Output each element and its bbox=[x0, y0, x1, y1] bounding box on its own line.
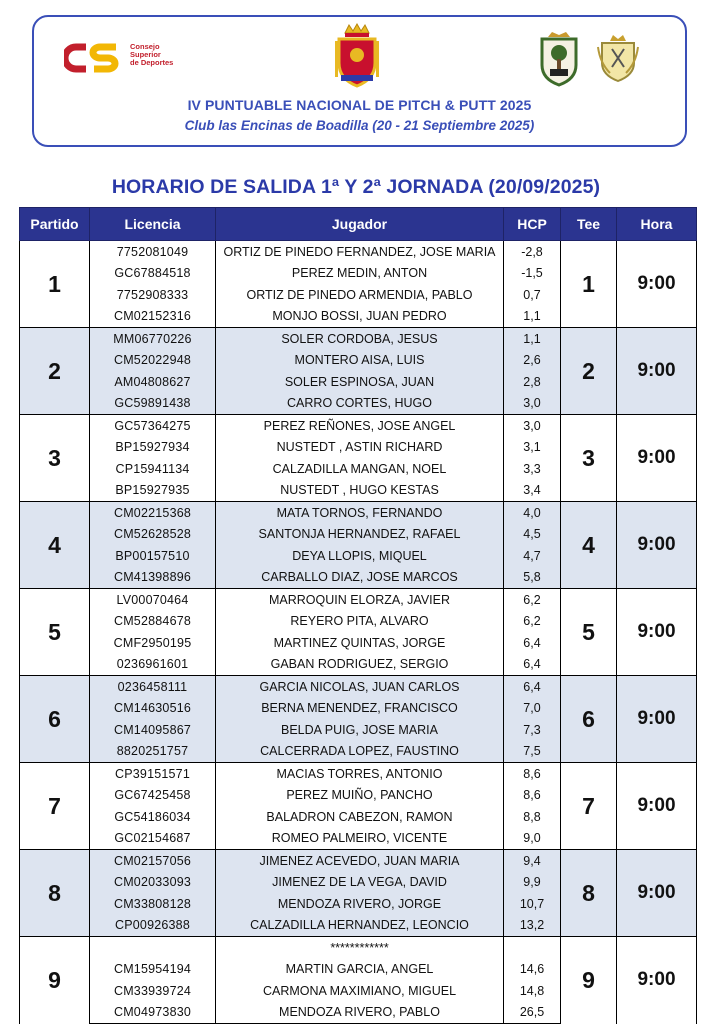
jugador-cell: MACIAS TORRES, ANTONIO bbox=[216, 763, 504, 785]
table-row bbox=[20, 589, 697, 611]
event-subtitle: Club las Encinas de Boadilla (20 - 21 Septiembre 2025) bbox=[184, 118, 535, 133]
jugador-cell: NUSTEDT , HUGO KESTAS bbox=[216, 480, 504, 502]
jugador-cell: MATA TORNOS, FERNANDO bbox=[216, 502, 504, 524]
jugador-cell: ************ bbox=[216, 937, 504, 959]
hora-cell: 9:00 bbox=[617, 850, 697, 937]
jugador-cell: PEREZ MUIÑO, PANCHO bbox=[216, 785, 504, 807]
licencia-cell: BP15927935 bbox=[90, 480, 216, 502]
licencia-cell: CM02152316 bbox=[90, 306, 216, 328]
jugador-cell: CARBALLO DIAZ, JOSE MARCOS bbox=[216, 567, 504, 589]
licencia-cell: GC67884518 bbox=[90, 263, 216, 285]
csd-mark-icon bbox=[64, 43, 124, 73]
licencia-cell: CM52628528 bbox=[90, 524, 216, 546]
column-header-licencia: Licencia bbox=[90, 208, 216, 241]
jugador-cell: BELDA PUIG, JOSE MARIA bbox=[216, 719, 504, 741]
jugador-cell: JIMENEZ ACEVEDO, JUAN MARIA bbox=[216, 850, 504, 872]
hora-cell: 9:00 bbox=[617, 763, 697, 850]
licencia-cell: 7752081049 bbox=[90, 241, 216, 263]
licencia-cell: MM06770226 bbox=[90, 328, 216, 350]
jugador-cell: ROMEO PALMEIRO, VICENTE bbox=[216, 828, 504, 850]
partido-number: 1 bbox=[20, 241, 90, 328]
hcp-cell: 10,7 bbox=[504, 893, 561, 915]
licencia-cell: GC57364275 bbox=[90, 415, 216, 437]
jugador-cell: MONJO BOSSI, JUAN PEDRO bbox=[216, 306, 504, 328]
hcp-cell: 3,0 bbox=[504, 393, 561, 415]
hora-cell: 9:00 bbox=[617, 937, 697, 1024]
hcp-cell: 14,6 bbox=[504, 959, 561, 981]
jugador-cell: NUSTEDT , ASTIN RICHARD bbox=[216, 437, 504, 459]
hcp-cell: 6,2 bbox=[504, 611, 561, 633]
licencia-cell: CM52884678 bbox=[90, 611, 216, 633]
hcp-cell: 8,6 bbox=[504, 763, 561, 785]
licencia-cell: CM02157056 bbox=[90, 850, 216, 872]
hcp-cell: 4,7 bbox=[504, 545, 561, 567]
hora-cell: 9:00 bbox=[617, 328, 697, 415]
licencia-cell: CM14095867 bbox=[90, 719, 216, 741]
hcp-cell: 7,0 bbox=[504, 698, 561, 720]
licencia-cell: CP39151571 bbox=[90, 763, 216, 785]
tee-number: 1 bbox=[561, 241, 617, 328]
jugador-cell: GABAN RODRIGUEZ, SERGIO bbox=[216, 654, 504, 676]
hcp-cell: 6,2 bbox=[504, 589, 561, 611]
tee-number: 2 bbox=[561, 328, 617, 415]
jugador-cell: GARCIA NICOLAS, JUAN CARLOS bbox=[216, 676, 504, 698]
jugador-cell: MARTIN GARCIA, ANGEL bbox=[216, 959, 504, 981]
event-header-card bbox=[32, 15, 687, 147]
jugador-cell: SOLER ESPINOSA, JUAN bbox=[216, 371, 504, 393]
partido-number: 7 bbox=[20, 763, 90, 850]
hcp-cell: 9,9 bbox=[504, 872, 561, 894]
event-title: IV PUNTUABLE NACIONAL DE PITCH & PUTT 2025 bbox=[187, 97, 532, 113]
licencia-cell bbox=[90, 937, 216, 959]
hcp-cell: -2,8 bbox=[504, 241, 561, 263]
licencia-cell: 8820251757 bbox=[90, 741, 216, 763]
jugador-cell: MENDOZA RIVERO, PABLO bbox=[216, 1002, 504, 1024]
table-header-row bbox=[20, 208, 697, 241]
hcp-cell: 1,1 bbox=[504, 328, 561, 350]
column-header-hora: Hora bbox=[617, 208, 697, 241]
hcp-cell: 9,4 bbox=[504, 850, 561, 872]
tee-number: 6 bbox=[561, 676, 617, 763]
licencia-cell: BP15927934 bbox=[90, 437, 216, 459]
jugador-cell: BALADRON CABEZON, RAMON bbox=[216, 806, 504, 828]
licencia-cell: GC67425458 bbox=[90, 785, 216, 807]
hcp-cell: 3,1 bbox=[504, 437, 561, 459]
hcp-cell: 1,1 bbox=[504, 306, 561, 328]
column-header-tee: Tee bbox=[561, 208, 617, 241]
licencia-cell: CM33808128 bbox=[90, 893, 216, 915]
licencia-cell: CM02033093 bbox=[90, 872, 216, 894]
jugador-cell: MARROQUIN ELORZA, JAVIER bbox=[216, 589, 504, 611]
licencia-cell: LV00070464 bbox=[90, 589, 216, 611]
hcp-cell: 13,2 bbox=[504, 915, 561, 937]
hcp-cell: 14,8 bbox=[504, 980, 561, 1002]
jugador-cell: CALCERRADA LOPEZ, FAUSTINO bbox=[216, 741, 504, 763]
licencia-cell: 7752908333 bbox=[90, 284, 216, 306]
licencia-cell: CM04973830 bbox=[90, 1002, 216, 1024]
licencia-cell: GC54186034 bbox=[90, 806, 216, 828]
hcp-cell: 2,8 bbox=[504, 371, 561, 393]
hcp-cell: 7,3 bbox=[504, 719, 561, 741]
federation-crest-icon bbox=[331, 23, 383, 89]
licencia-cell: CM33939724 bbox=[90, 980, 216, 1002]
jugador-cell: SANTONJA HERNANDEZ, RAFAEL bbox=[216, 524, 504, 546]
jugador-cell: BERNA MENENDEZ, FRANCISCO bbox=[216, 698, 504, 720]
table-row bbox=[20, 415, 697, 437]
tee-number: 4 bbox=[561, 502, 617, 589]
tee-number: 5 bbox=[561, 589, 617, 676]
licencia-cell: GC02154687 bbox=[90, 828, 216, 850]
tee-number: 3 bbox=[561, 415, 617, 502]
hcp-cell: 6,4 bbox=[504, 654, 561, 676]
partido-number: 5 bbox=[20, 589, 90, 676]
hora-cell: 9:00 bbox=[617, 676, 697, 763]
tee-number: 9 bbox=[561, 937, 617, 1024]
hcp-cell: 4,0 bbox=[504, 502, 561, 524]
licencia-cell: CM52022948 bbox=[90, 350, 216, 372]
column-header-jugador: Jugador bbox=[216, 208, 504, 241]
hcp-cell: 26,5 bbox=[504, 1002, 561, 1024]
csd-text-line: de Deportes bbox=[130, 58, 174, 67]
partido-number: 8 bbox=[20, 850, 90, 937]
page-title: HORARIO DE SALIDA 1ª Y 2ª JORNADA (20/09/2025) bbox=[111, 176, 601, 198]
hcp-cell: 6,4 bbox=[504, 676, 561, 698]
hcp-cell: 8,8 bbox=[504, 806, 561, 828]
jugador-cell: DEYA LLOPIS, MIQUEL bbox=[216, 545, 504, 567]
table-row bbox=[20, 850, 697, 872]
column-header-hcp: HCP bbox=[504, 208, 561, 241]
licencia-cell: BP00157510 bbox=[90, 545, 216, 567]
jugador-cell: JIMENEZ DE LA VEGA, DAVID bbox=[216, 872, 504, 894]
club-crest-icon bbox=[538, 31, 580, 87]
tee-number: 8 bbox=[561, 850, 617, 937]
table-row bbox=[20, 937, 697, 959]
hora-cell: 9:00 bbox=[617, 589, 697, 676]
partido-number: 3 bbox=[20, 415, 90, 502]
jugador-cell: CALZADILLA MANGAN, NOEL bbox=[216, 458, 504, 480]
partido-number: 4 bbox=[20, 502, 90, 589]
tee-time-table bbox=[19, 207, 697, 1024]
hcp-cell: 3,0 bbox=[504, 415, 561, 437]
hcp-cell: 2,6 bbox=[504, 350, 561, 372]
hora-cell: 9:00 bbox=[617, 415, 697, 502]
jugador-cell: CALZADILLA HERNANDEZ, LEONCIO bbox=[216, 915, 504, 937]
licencia-cell: 0236961601 bbox=[90, 654, 216, 676]
table-row bbox=[20, 241, 697, 263]
csd-text-line: Superior bbox=[130, 50, 161, 59]
golf-federation-crest-icon bbox=[596, 33, 640, 83]
csd-logo bbox=[64, 39, 174, 79]
jugador-cell: CARMONA MAXIMIANO, MIGUEL bbox=[216, 980, 504, 1002]
hcp-cell: 7,5 bbox=[504, 741, 561, 763]
licencia-cell: CP15941134 bbox=[90, 458, 216, 480]
jugador-cell: ORTIZ DE PINEDO FERNANDEZ, JOSE MARIA bbox=[216, 241, 504, 263]
jugador-cell: MENDOZA RIVERO, JORGE bbox=[216, 893, 504, 915]
licencia-cell: CM14630516 bbox=[90, 698, 216, 720]
jugador-cell: CARRO CORTES, HUGO bbox=[216, 393, 504, 415]
table-row bbox=[20, 763, 697, 785]
licencia-cell: CM41398896 bbox=[90, 567, 216, 589]
jugador-cell: MARTINEZ QUINTAS, JORGE bbox=[216, 632, 504, 654]
table-row bbox=[20, 502, 697, 524]
column-header-partido: Partido bbox=[20, 208, 90, 241]
licencia-cell: CMF2950195 bbox=[90, 632, 216, 654]
csd-logo-text bbox=[130, 43, 180, 67]
jugador-cell: SOLER CORDOBA, JESUS bbox=[216, 328, 504, 350]
partido-number: 9 bbox=[20, 937, 90, 1024]
table-row bbox=[20, 328, 697, 350]
licencia-cell: CM15954194 bbox=[90, 959, 216, 981]
hcp-cell: 3,3 bbox=[504, 458, 561, 480]
hcp-cell: -1,5 bbox=[504, 263, 561, 285]
hcp-cell: 5,8 bbox=[504, 567, 561, 589]
hcp-cell: 3,4 bbox=[504, 480, 561, 502]
jugador-cell: PEREZ REÑONES, JOSE ANGEL bbox=[216, 415, 504, 437]
logo-strip bbox=[34, 17, 685, 99]
table-row bbox=[20, 676, 697, 698]
partido-number: 2 bbox=[20, 328, 90, 415]
hcp-cell: 0,7 bbox=[504, 284, 561, 306]
hcp-cell: 6,4 bbox=[504, 632, 561, 654]
licencia-cell: GC59891438 bbox=[90, 393, 216, 415]
jugador-cell: MONTERO AISA, LUIS bbox=[216, 350, 504, 372]
licencia-cell: 0236458111 bbox=[90, 676, 216, 698]
licencia-cell: AM04808627 bbox=[90, 371, 216, 393]
jugador-cell: ORTIZ DE PINEDO ARMENDIA, PABLO bbox=[216, 284, 504, 306]
hcp-cell: 8,6 bbox=[504, 785, 561, 807]
licencia-cell: CP00926388 bbox=[90, 915, 216, 937]
jugador-cell: PEREZ MEDIN, ANTON bbox=[216, 263, 504, 285]
tee-number: 7 bbox=[561, 763, 617, 850]
hcp-cell bbox=[504, 937, 561, 959]
jugador-cell: REYERO PITA, ALVARO bbox=[216, 611, 504, 633]
table-body bbox=[20, 241, 697, 1024]
hora-cell: 9:00 bbox=[617, 241, 697, 328]
hcp-cell: 4,5 bbox=[504, 524, 561, 546]
hora-cell: 9:00 bbox=[617, 502, 697, 589]
partido-number: 6 bbox=[20, 676, 90, 763]
hcp-cell: 9,0 bbox=[504, 828, 561, 850]
licencia-cell: CM02215368 bbox=[90, 502, 216, 524]
csd-text-line: Consejo bbox=[130, 42, 160, 51]
